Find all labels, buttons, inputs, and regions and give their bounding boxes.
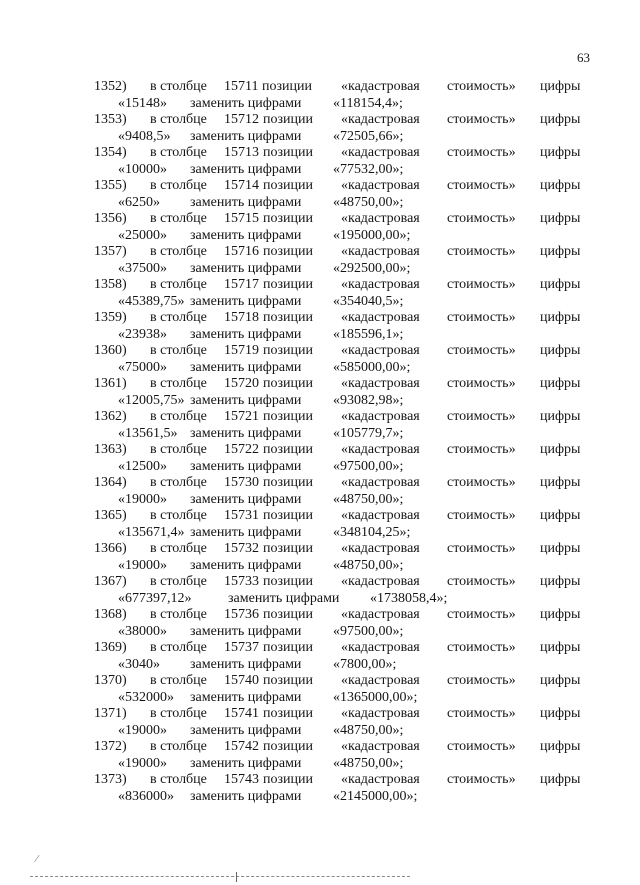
replace-phrase: заменить цифрами (190, 392, 302, 408)
position-word: позиции (263, 574, 313, 589)
entry-number: 1370) (94, 673, 127, 688)
new-value: «195000,00»; (333, 227, 411, 243)
entry-number: 1357) (94, 244, 127, 259)
entry-line-1 (0, 574, 640, 591)
position-word: позиции (263, 640, 313, 655)
replace-phrase: заменить цифрами (190, 425, 302, 441)
position-number: 15717 (224, 277, 259, 292)
amendment-entry (0, 541, 640, 574)
new-value: «72505,66»; (333, 128, 404, 144)
digits-word: цифры (540, 772, 581, 787)
column-label: в столбце (150, 112, 207, 127)
digits-word: цифры (540, 79, 581, 94)
replace-phrase: заменить цифрами (190, 326, 302, 342)
entry-line-1 (0, 178, 640, 195)
amendment-entry (0, 574, 640, 607)
position-word: позиции (263, 706, 313, 721)
cadastral-word: «кадастровая (341, 112, 420, 127)
entry-line-1 (0, 145, 640, 162)
cost-word: стоимость» (447, 310, 516, 325)
new-value: «354040,5»; (333, 293, 404, 309)
entry-number: 1366) (94, 541, 127, 556)
cadastral-word: «кадастровая (341, 673, 420, 688)
position-number: 15730 (224, 475, 259, 490)
position-word: позиции (263, 343, 313, 358)
position-word: позиции (263, 376, 313, 391)
cadastral-word: «кадастровая (341, 277, 420, 292)
position-number: 15714 (224, 178, 259, 193)
old-value: «75000» (118, 359, 167, 375)
cadastral-word: «кадастровая (341, 706, 420, 721)
cost-word: стоимость» (447, 574, 516, 589)
replace-phrase: заменить цифрами (190, 293, 302, 309)
entry-number: 1359) (94, 310, 127, 325)
position-number: 15736 (224, 607, 259, 622)
entry-line-1 (0, 112, 640, 129)
entry-line-1 (0, 376, 640, 393)
old-value: «19000» (118, 722, 167, 738)
cost-word: стоимость» (447, 343, 516, 358)
replace-phrase: заменить цифрами (190, 161, 302, 177)
column-label: в столбце (150, 79, 207, 94)
entry-line-1 (0, 607, 640, 624)
entry-line-2 (0, 657, 640, 674)
entry-number: 1361) (94, 376, 127, 391)
cadastral-word: «кадастровая (341, 508, 420, 523)
replace-phrase: заменить цифрами (190, 722, 302, 738)
amendment-entry (0, 343, 640, 376)
digits-word: цифры (540, 145, 581, 160)
new-value: «48750,00»; (333, 194, 404, 210)
entry-line-1 (0, 79, 640, 96)
digits-word: цифры (540, 244, 581, 259)
position-word: позиции (263, 508, 313, 523)
entry-line-2 (0, 228, 640, 245)
cadastral-word: «кадастровая (341, 442, 420, 457)
position-word: позиции (263, 244, 313, 259)
amendment-list (0, 79, 640, 805)
column-label: в столбце (150, 343, 207, 358)
entry-line-1 (0, 310, 640, 327)
new-value: «93082,98»; (333, 392, 404, 408)
cost-word: стоимость» (447, 145, 516, 160)
position-number: 15731 (224, 508, 259, 523)
entry-number: 1360) (94, 343, 127, 358)
amendment-entry (0, 310, 640, 343)
entry-line-2 (0, 690, 640, 707)
replace-phrase: заменить цифрами (190, 227, 302, 243)
position-number: 15742 (224, 739, 259, 754)
cost-word: стоимость» (447, 178, 516, 193)
digits-word: цифры (540, 673, 581, 688)
footer-tick (236, 872, 237, 882)
position-number: 15743 (224, 772, 259, 787)
entry-line-2 (0, 294, 640, 311)
entry-line-1 (0, 244, 640, 261)
digits-word: цифры (540, 475, 581, 490)
amendment-entry (0, 112, 640, 145)
column-label: в столбце (150, 475, 207, 490)
amendment-entry (0, 508, 640, 541)
entry-number: 1371) (94, 706, 127, 721)
new-value: «48750,00»; (333, 557, 404, 573)
cadastral-word: «кадастровая (341, 739, 420, 754)
cost-word: стоимость» (447, 79, 516, 94)
cadastral-word: «кадастровая (341, 772, 420, 787)
position-number: 15718 (224, 310, 259, 325)
position-number: 15722 (224, 442, 259, 457)
old-value: «19000» (118, 491, 167, 507)
entry-line-1 (0, 706, 640, 723)
new-value: «7800,00»; (333, 656, 397, 672)
old-value: «12005,75» (118, 392, 185, 408)
position-number: 15711 (224, 79, 259, 94)
entry-number: 1356) (94, 211, 127, 226)
old-value: «10000» (118, 161, 167, 177)
entry-number: 1365) (94, 508, 127, 523)
entry-number: 1364) (94, 475, 127, 490)
digits-word: цифры (540, 211, 581, 226)
cost-word: стоимость» (447, 607, 516, 622)
position-number: 15732 (224, 541, 259, 556)
cadastral-word: «кадастровая (341, 244, 420, 259)
old-value: «13561,5» (118, 425, 178, 441)
cadastral-word: «кадастровая (341, 574, 420, 589)
entry-line-1 (0, 739, 640, 756)
entry-line-2 (0, 426, 640, 443)
replace-phrase: заменить цифрами (190, 491, 302, 507)
old-value: «3040» (118, 656, 160, 672)
digits-word: цифры (540, 541, 581, 556)
amendment-entry (0, 442, 640, 475)
entry-line-1 (0, 475, 640, 492)
cadastral-word: «кадастровая (341, 211, 420, 226)
column-label: в столбце (150, 706, 207, 721)
amendment-entry (0, 178, 640, 211)
new-value: «2145000,00»; (333, 788, 418, 804)
position-number: 15713 (224, 145, 259, 160)
position-word: позиции (263, 277, 313, 292)
amendment-entry (0, 475, 640, 508)
entry-number: 1355) (94, 178, 127, 193)
position-word: позиции (263, 607, 313, 622)
position-number: 15715 (224, 211, 259, 226)
cost-word: стоимость» (447, 442, 516, 457)
amendment-entry (0, 739, 640, 772)
entry-line-2 (0, 162, 640, 179)
amendment-entry (0, 79, 640, 112)
cadastral-word: «кадастровая (341, 475, 420, 490)
cost-word: стоимость» (447, 541, 516, 556)
entry-line-1 (0, 409, 640, 426)
cost-word: стоимость» (447, 673, 516, 688)
column-label: в столбце (150, 640, 207, 655)
column-label: в столбце (150, 211, 207, 226)
page-number: 63 (577, 50, 590, 65)
entry-line-2 (0, 129, 640, 146)
entry-line-1 (0, 673, 640, 690)
new-value: «348104,25»; (333, 524, 411, 540)
cost-word: стоимость» (447, 409, 516, 424)
entry-line-1 (0, 211, 640, 228)
entry-number: 1367) (94, 574, 127, 589)
column-label: в столбце (150, 574, 207, 589)
column-label: в столбце (150, 376, 207, 391)
new-value: «48750,00»; (333, 722, 404, 738)
amendment-entry (0, 145, 640, 178)
old-value: «6250» (118, 194, 160, 210)
digits-word: цифры (540, 112, 581, 127)
cadastral-word: «кадастровая (341, 343, 420, 358)
cadastral-word: «кадастровая (341, 541, 420, 556)
entry-line-2 (0, 393, 640, 410)
entry-line-2 (0, 624, 640, 641)
replace-phrase: заменить цифрами (190, 557, 302, 573)
column-label: в столбце (150, 739, 207, 754)
entry-line-2 (0, 558, 640, 575)
old-value: «19000» (118, 557, 167, 573)
column-label: в столбце (150, 310, 207, 325)
entry-number: 1353) (94, 112, 127, 127)
cost-word: стоимость» (447, 772, 516, 787)
position-number: 15733 (224, 574, 259, 589)
digits-word: цифры (540, 409, 581, 424)
entry-line-2 (0, 195, 640, 212)
new-value: «1738058,4»; (370, 590, 448, 606)
position-number: 15712 (224, 112, 259, 127)
cost-word: стоимость» (447, 706, 516, 721)
amendment-entry (0, 640, 640, 673)
replace-phrase: заменить цифрами (190, 260, 302, 276)
replace-phrase: заменить цифрами (190, 689, 302, 705)
cost-word: стоимость» (447, 640, 516, 655)
digits-word: цифры (540, 706, 581, 721)
new-value: «77532,00»; (333, 161, 404, 177)
position-word: позиции (263, 541, 313, 556)
old-value: «135671,4» (118, 524, 185, 540)
cadastral-word: «кадастровая (341, 607, 420, 622)
digits-word: цифры (540, 442, 581, 457)
entry-line-1 (0, 508, 640, 525)
replace-phrase: заменить цифрами (190, 656, 302, 672)
position-word: позиции (263, 112, 313, 127)
entry-line-2 (0, 459, 640, 476)
column-label: в столбце (150, 442, 207, 457)
entry-number: 1369) (94, 640, 127, 655)
position-word: позиции (263, 409, 313, 424)
replace-phrase: заменить цифрами (190, 359, 302, 375)
replace-phrase: заменить цифрами (190, 128, 302, 144)
amendment-entry (0, 673, 640, 706)
new-value: «97500,00»; (333, 458, 404, 474)
position-number: 15740 (224, 673, 259, 688)
position-number: 15721 (224, 409, 259, 424)
cost-word: стоимость» (447, 739, 516, 754)
entry-line-2 (0, 327, 640, 344)
footer-mark: ⁄ (36, 854, 38, 865)
entry-line-1 (0, 277, 640, 294)
position-word: позиции (262, 79, 312, 94)
replace-phrase: заменить цифрами (190, 755, 302, 771)
old-value: «23938» (118, 326, 167, 342)
amendment-entry (0, 409, 640, 442)
entry-line-1 (0, 343, 640, 360)
old-value: «25000» (118, 227, 167, 243)
entry-line-1 (0, 772, 640, 789)
entry-line-2 (0, 591, 640, 608)
amendment-entry (0, 277, 640, 310)
old-value: «12500» (118, 458, 167, 474)
old-value: «15148» (118, 95, 167, 111)
entry-number: 1373) (94, 772, 127, 787)
cadastral-word: «кадастровая (341, 79, 420, 94)
cost-word: стоимость» (447, 376, 516, 391)
entry-number: 1368) (94, 607, 127, 622)
cadastral-word: «кадастровая (341, 310, 420, 325)
old-value: «836000» (118, 788, 174, 804)
new-value: «1365000,00»; (333, 689, 418, 705)
digits-word: цифры (540, 310, 581, 325)
cadastral-word: «кадастровая (341, 640, 420, 655)
entry-line-2 (0, 96, 640, 113)
column-label: в столбце (150, 145, 207, 160)
cost-word: стоимость» (447, 508, 516, 523)
amendment-entry (0, 706, 640, 739)
position-number: 15720 (224, 376, 259, 391)
new-value: «105779,7»; (333, 425, 404, 441)
entry-number: 1372) (94, 739, 127, 754)
digits-word: цифры (540, 607, 581, 622)
replace-phrase: заменить цифрами (190, 194, 302, 210)
cost-word: стоимость» (447, 211, 516, 226)
column-label: в столбце (150, 607, 207, 622)
cadastral-word: «кадастровая (341, 376, 420, 391)
position-word: позиции (263, 772, 313, 787)
entry-number: 1354) (94, 145, 127, 160)
column-label: в столбце (150, 244, 207, 259)
entry-line-2 (0, 261, 640, 278)
position-word: позиции (263, 145, 313, 160)
old-value: «677397,12» (118, 590, 192, 606)
replace-phrase: заменить цифрами (190, 524, 302, 540)
position-number: 15716 (224, 244, 259, 259)
amendment-entry (0, 211, 640, 244)
column-label: в столбце (150, 541, 207, 556)
entry-line-2 (0, 492, 640, 509)
column-label: в столбце (150, 772, 207, 787)
column-label: в столбце (150, 178, 207, 193)
replace-phrase: заменить цифрами (190, 623, 302, 639)
new-value: «118154,4»; (333, 95, 403, 111)
amendment-entry (0, 607, 640, 640)
cadastral-word: «кадастровая (341, 409, 420, 424)
digits-word: цифры (540, 739, 581, 754)
position-number: 15741 (224, 706, 259, 721)
replace-phrase: заменить цифрами (228, 590, 340, 606)
digits-word: цифры (540, 178, 581, 193)
position-word: позиции (263, 739, 313, 754)
column-label: в столбце (150, 409, 207, 424)
amendment-entry (0, 376, 640, 409)
digits-word: цифры (540, 508, 581, 523)
amendment-entry (0, 772, 640, 805)
old-value: «532000» (118, 689, 174, 705)
entry-number: 1362) (94, 409, 127, 424)
cost-word: стоимость» (447, 475, 516, 490)
position-word: позиции (263, 178, 313, 193)
digits-word: цифры (540, 343, 581, 358)
new-value: «185596,1»; (333, 326, 404, 342)
old-value: «38000» (118, 623, 167, 639)
old-value: «19000» (118, 755, 167, 771)
digits-word: цифры (540, 277, 581, 292)
footer-rule (30, 876, 410, 877)
new-value: «48750,00»; (333, 755, 404, 771)
position-word: позиции (263, 673, 313, 688)
position-word: позиции (263, 442, 313, 457)
entry-line-2 (0, 525, 640, 542)
cadastral-word: «кадастровая (341, 178, 420, 193)
position-word: позиции (263, 211, 313, 226)
new-value: «585000,00»; (333, 359, 411, 375)
entry-line-2 (0, 360, 640, 377)
new-value: «292500,00»; (333, 260, 411, 276)
digits-word: цифры (540, 640, 581, 655)
old-value: «9408,5» (118, 128, 171, 144)
entry-line-2 (0, 756, 640, 773)
entry-line-1 (0, 541, 640, 558)
entry-line-2 (0, 723, 640, 740)
entry-line-1 (0, 640, 640, 657)
cadastral-word: «кадастровая (341, 145, 420, 160)
position-word: позиции (263, 475, 313, 490)
position-number: 15737 (224, 640, 259, 655)
entry-line-1 (0, 442, 640, 459)
digits-word: цифры (540, 574, 581, 589)
replace-phrase: заменить цифрами (190, 788, 302, 804)
entry-line-2 (0, 789, 640, 806)
entry-number: 1358) (94, 277, 127, 292)
replace-phrase: заменить цифрами (190, 458, 302, 474)
position-word: позиции (263, 310, 313, 325)
column-label: в столбце (150, 508, 207, 523)
amendment-entry (0, 244, 640, 277)
cost-word: стоимость» (447, 112, 516, 127)
position-number: 15719 (224, 343, 259, 358)
old-value: «45389,75» (118, 293, 185, 309)
column-label: в столбце (150, 673, 207, 688)
new-value: «48750,00»; (333, 491, 404, 507)
digits-word: цифры (540, 376, 581, 391)
cost-word: стоимость» (447, 244, 516, 259)
entry-number: 1352) (94, 79, 127, 94)
cost-word: стоимость» (447, 277, 516, 292)
replace-phrase: заменить цифрами (190, 95, 302, 111)
column-label: в столбце (150, 277, 207, 292)
old-value: «37500» (118, 260, 167, 276)
entry-number: 1363) (94, 442, 127, 457)
new-value: «97500,00»; (333, 623, 404, 639)
